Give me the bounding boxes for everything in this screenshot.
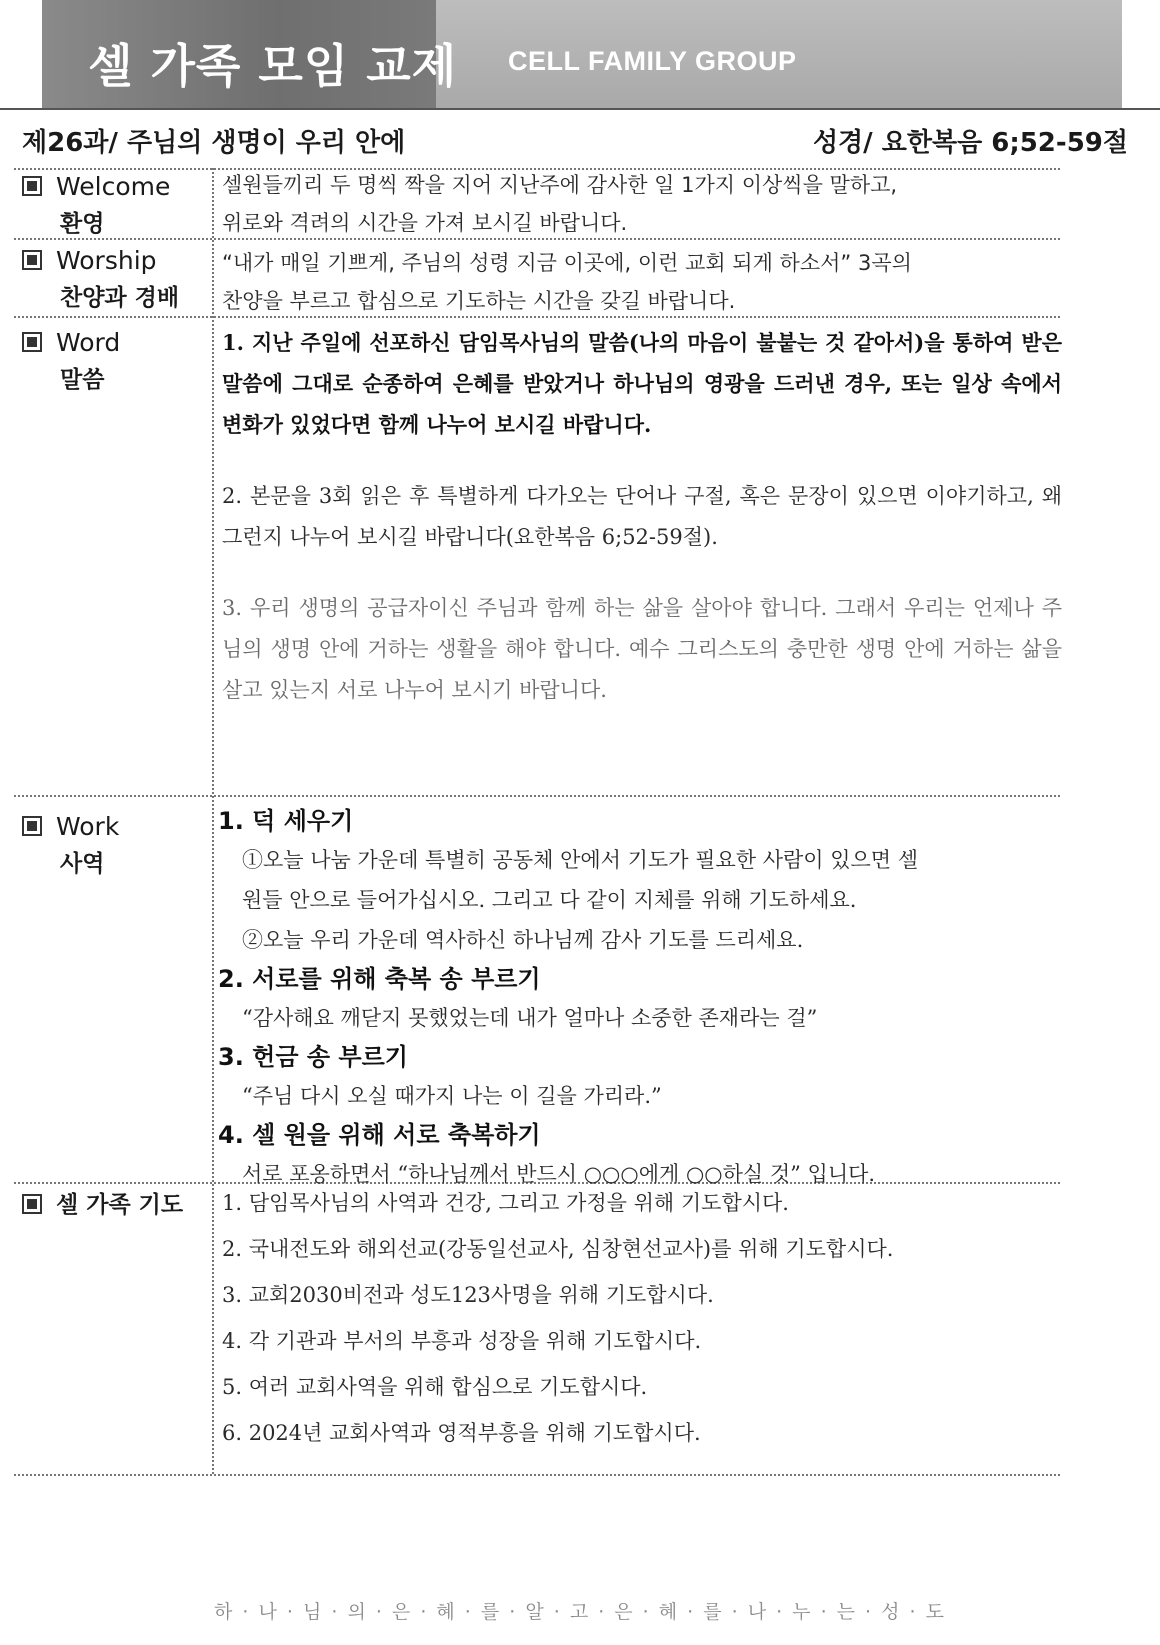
divider bbox=[14, 1474, 1060, 1476]
section-label-prayer bbox=[22, 1186, 183, 1219]
prayer-item: 2. 국내전도와 해외선교(강동일선교사, 심창현선교사)를 위해 기도합시다. bbox=[222, 1237, 894, 1261]
label-ko: 사역 bbox=[60, 851, 105, 877]
label-en: Word bbox=[56, 328, 121, 357]
label-ko: 찬양과 경배 bbox=[60, 285, 180, 311]
label-ko: 환영 bbox=[60, 211, 105, 237]
text-line: 위로와 격려의 시간을 가져 보시길 바랍니다. bbox=[222, 211, 628, 235]
page-subtitle: CELL FAMILY GROUP bbox=[508, 46, 797, 76]
label-en: Welcome bbox=[56, 172, 171, 201]
prayer-item: 4. 각 기관과 부서의 부흥과 성장을 위해 기도합시다. bbox=[222, 1329, 702, 1353]
text-line: “내가 매일 기쁘게, 주님의 성령 지금 이곳에, 이런 교회 되게 하소서” 3곡의 bbox=[222, 251, 912, 275]
lesson-title: 제26과/ 주님의 생명이 우리 안에 bbox=[22, 128, 406, 158]
label-en: Work bbox=[56, 812, 120, 841]
section-label-worship bbox=[22, 246, 179, 312]
work-line: “주님 다시 오실 때가지 나는 이 길을 가리라.” bbox=[242, 1084, 662, 1108]
label-en: Worship bbox=[56, 246, 157, 275]
work-line: ①오늘 나눔 가운데 특별히 공동체 안에서 기도가 필요한 사람이 있으면 셀 bbox=[242, 848, 919, 872]
prayer-list bbox=[222, 1180, 1062, 1456]
work-heading-3: 3. 헌금 송 부르기 bbox=[218, 1043, 408, 1071]
column-divider bbox=[212, 168, 214, 1474]
worship-text bbox=[222, 244, 1062, 320]
section-label-word bbox=[22, 328, 120, 394]
work-content bbox=[218, 802, 1058, 1194]
welcome-text bbox=[222, 166, 1062, 242]
page-title: 셀 가족 모임 교제 bbox=[88, 39, 458, 93]
text-line: 찬양을 부르고 합심으로 기도하는 시간을 갖길 바랍니다. bbox=[222, 289, 736, 313]
label-ko: 말씀 bbox=[60, 367, 105, 393]
divider bbox=[14, 795, 1060, 797]
work-heading-1: 1. 덕 세우기 bbox=[218, 807, 354, 835]
work-line: 서로 포옹하면서 “하나님께서 반드시 ○○○에게 ○○하실 것” 입니다. bbox=[242, 1162, 876, 1186]
word-item-3: 3. 우리 생명의 공급자이신 주님과 함께 하는 삶을 살아야 합니다. 그래서 우리는 언제나 주님의 생명 안에 거하는 생활을 해야 합니다. 예수 그리스도의 충만한 생명 안에 거하는 삶을 살고 있는지 서로 나누어 보시기 바랍니다. bbox=[222, 596, 1062, 702]
square-bullet-icon bbox=[22, 816, 42, 836]
work-line: 원들 안으로 들어가십시오. 그리고 다 같이 지체를 위해 기도하세요. bbox=[242, 888, 857, 912]
lesson-row bbox=[22, 122, 1138, 164]
header-divider bbox=[0, 108, 1160, 110]
square-bullet-icon bbox=[22, 1194, 42, 1214]
scripture-reference: 성경/ 요한복음 6;52-59절 bbox=[812, 128, 1128, 158]
square-bullet-icon bbox=[22, 176, 42, 196]
prayer-item: 1. 담임목사님의 사역과 건강, 그리고 가정을 위해 기도합시다. bbox=[222, 1191, 789, 1215]
prayer-item: 3. 교회2030비전과 성도123사명을 위해 기도합시다. bbox=[222, 1283, 714, 1307]
section-label-work bbox=[22, 812, 119, 878]
prayer-item: 6. 2024년 교회사역과 영적부흥을 위해 기도합시다. bbox=[222, 1421, 701, 1445]
word-item-2: 2. 본문을 3회 읽은 후 특별하게 다가오는 단어나 구절, 혹은 문장이 있으면 이야기하고, 왜 그런지 나누어 보시길 바랍니다(요한복음 6;52-59절). bbox=[222, 484, 1062, 549]
square-bullet-icon bbox=[22, 332, 42, 352]
text-line: 셀원들끼리 두 명씩 짝을 지어 지난주에 감사한 일 1가지 이상씩을 말하고, bbox=[222, 173, 898, 197]
section-label-welcome bbox=[22, 172, 170, 238]
prayer-item: 5. 여러 교회사역을 위해 합심으로 기도합시다. bbox=[222, 1375, 648, 1399]
word-item-1: 1. 지난 주일에 선포하신 담임목사님의 말씀(나의 마음이 불붙는 것 같아서)을 통하여 받은 말씀에 그대로 순종하여 은혜를 받았거나 하나님의 영광을 드러낸 경우, 또는 일상 속에서 변화가 있었다면 함께 나누어 보시길 바랍니다. bbox=[222, 330, 1062, 437]
footer-motto: 하 · 나 · 님 · 의 · 은 · 혜 · 를 · 알 · 고 · 은 · 혜 · 를 · 나 · 누 · 는 · 성 · 도 bbox=[214, 1601, 946, 1623]
work-line: “감사해요 깨닫지 못했었는데 내가 얼마나 소중한 존재라는 걸” bbox=[242, 1006, 818, 1030]
work-heading-2: 2. 서로를 위해 축복 송 부르기 bbox=[218, 965, 541, 993]
work-line: ②오늘 우리 가운데 역사하신 하나님께 감사 기도를 드리세요. bbox=[242, 928, 804, 952]
work-heading-4: 4. 셀 원을 위해 서로 축복하기 bbox=[218, 1121, 541, 1149]
square-bullet-icon bbox=[22, 250, 42, 270]
label-ko: 셀 가족 기도 bbox=[56, 1192, 184, 1218]
